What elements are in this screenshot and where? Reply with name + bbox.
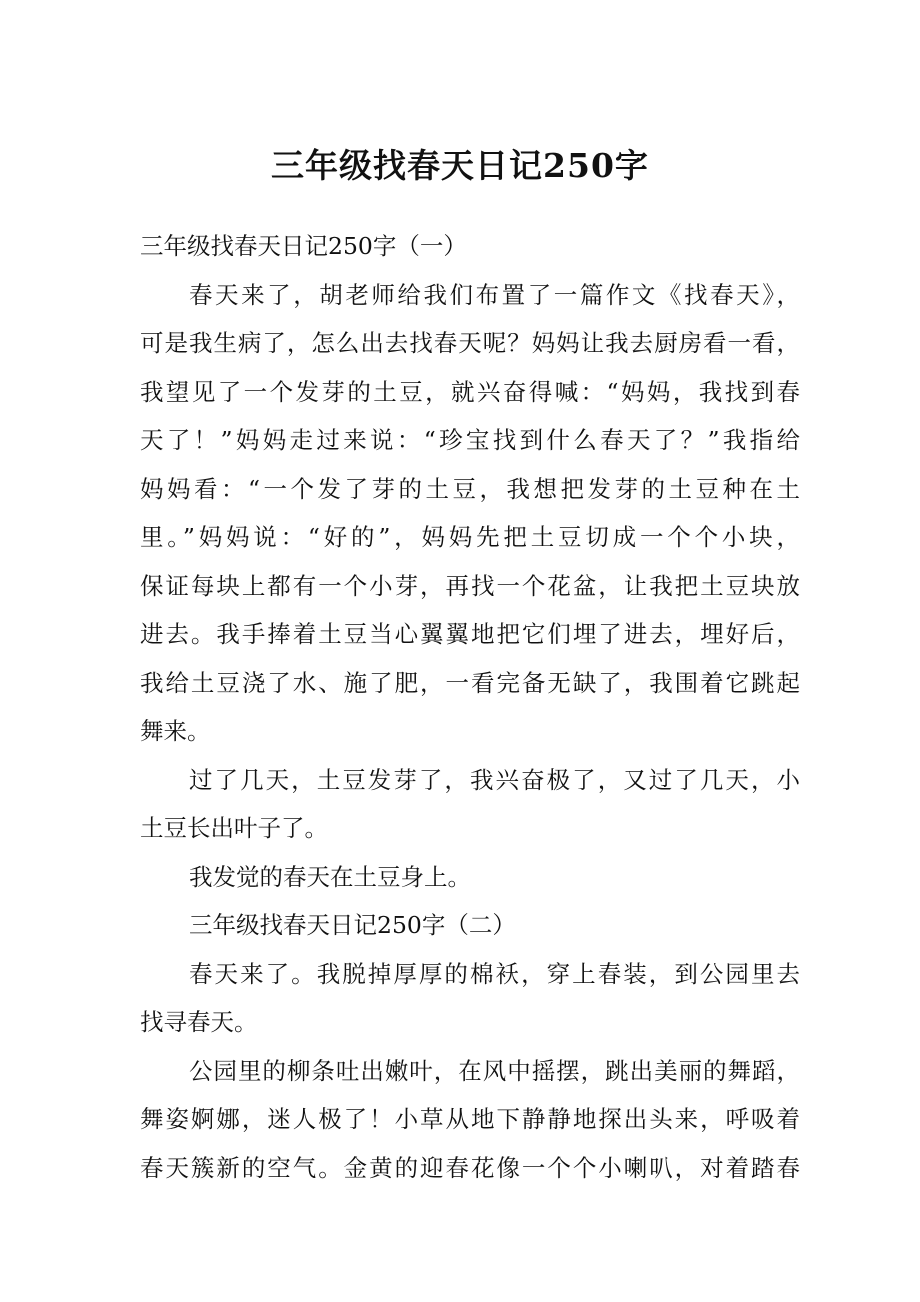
text-line: 我望见了一个发芽的土豆，就兴奋得喊：“妈妈，我找到春 [140,377,800,406]
document-body [140,222,800,1192]
text-line: 舞来。 [140,717,211,745]
text-line: 春天簇新的空气。金黄的迎春花像一个个小喇叭，对着踏春 [140,1153,800,1182]
paragraph [140,1047,800,1193]
section-heading: 三年级找春天日记250字（一） [140,232,467,260]
text-line: 过了几天，土豆发芽了，我兴奋极了，又过了几天，小 [189,765,800,794]
text-line: 舞姿婀娜，迷人极了！小草从地下静静地探出头来，呼吸着 [140,1105,800,1133]
text-line: 春天来了。我脱掉厚厚的棉袄，穿上春装，到公园里去 [189,959,800,988]
text-line: 进去。我手捧着土豆当心翼翼地把它们埋了进去，埋好后， [140,620,800,648]
paragraph [140,271,800,756]
section-heading: 三年级找春天日记250字（二） [189,911,516,939]
paragraph [140,756,800,853]
text-line: 保证每块上都有一个小芽，再找一个花盆，让我把土豆块放 [140,571,800,600]
document-title: 三年级找春天日记250字 [271,146,649,185]
text-line: 我给土豆浇了水、施了肥，一看完备无缺了，我围着它跳起 [140,668,800,697]
text-line: 土豆长出叶子了。 [140,814,328,842]
text-line: 可是我生病了，怎么出去找春天呢？妈妈让我去厨房看一看， [140,329,800,357]
text-line: 天了！”妈妈走过来说：“珍宝找到什么春天了？”我指给 [140,426,800,454]
text-line: 我发觉的春天在土豆身上。 [189,862,471,891]
text-line: 春天来了，胡老师给我们布置了一篇作文《找春天》， [189,280,800,309]
text-line: 公园里的柳条吐出嫩叶，在风中摇摆，跳出美丽的舞蹈， [189,1056,800,1085]
text-line: 找寻春天。 [140,1008,258,1036]
paragraph [140,853,800,902]
text-line: 里。”妈妈说：“好的”，妈妈先把土豆切成一个个小块， [140,523,800,551]
paragraph [140,950,800,1047]
text-line: 妈妈看：“一个发了芽的土豆，我想把发芽的土豆种在土 [140,474,800,503]
